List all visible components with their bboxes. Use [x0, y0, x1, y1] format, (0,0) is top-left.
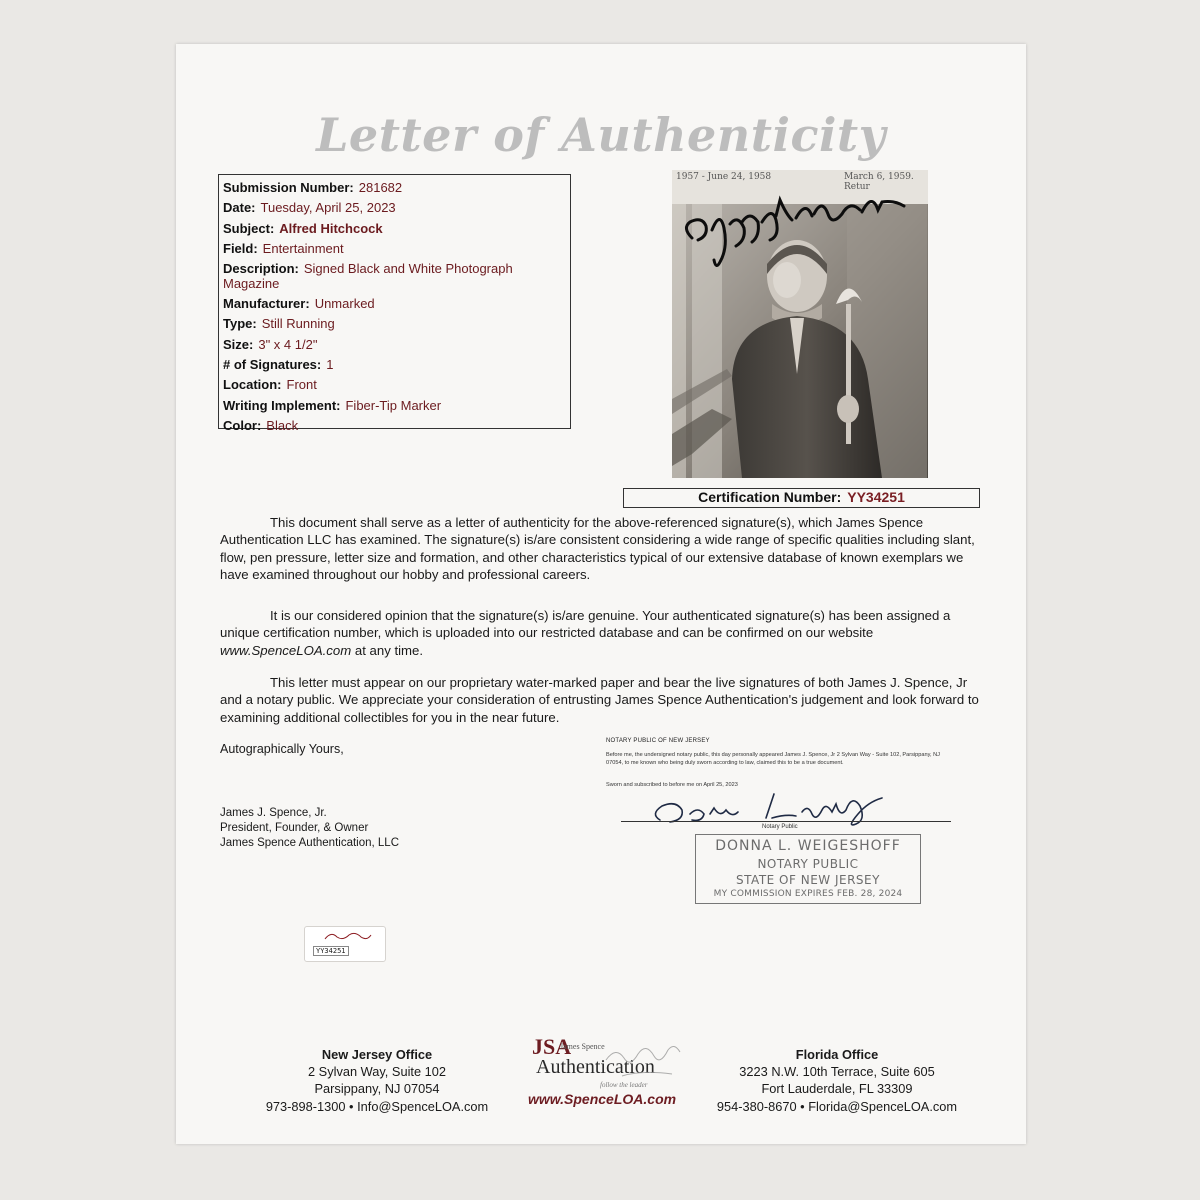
- fl-office-title: Florida Office: [795, 1047, 879, 1062]
- certification-label: Certification Number:: [698, 489, 842, 505]
- letter-page: [176, 44, 1026, 1144]
- field-value: Entertainment: [262, 240, 344, 256]
- field-label: Field:: [223, 240, 258, 256]
- description-value-line2: Magazine: [223, 276, 280, 292]
- notary-stamp: [695, 834, 921, 904]
- logo-website[interactable]: www.SpenceLOA.com: [528, 1091, 677, 1107]
- manufacturer-row: [223, 294, 566, 314]
- writing-implement-value: Fiber-Tip Marker: [345, 397, 442, 413]
- description-label: Description:: [223, 261, 299, 277]
- photo-caption-left: 1957 - June 24, 1958: [676, 172, 772, 182]
- color-row: [223, 416, 566, 436]
- writing-implement-label: Writing Implement:: [223, 397, 341, 413]
- letter-heading: Letter of Authenticity: [316, 108, 886, 162]
- certification-number-box: [623, 488, 980, 508]
- stamp-expiration: MY COMMISSION EXPIRES FEB. 28, 2024: [713, 889, 903, 899]
- writing-implement-row: [223, 396, 566, 416]
- type-value: Still Running: [261, 316, 335, 332]
- type-row: [223, 314, 566, 334]
- new-jersey-office: [242, 1046, 512, 1115]
- description-value-line1: Signed Black and White Photograph: [303, 261, 513, 277]
- notary-public-label: Notary Public: [762, 824, 798, 830]
- description-row: [223, 259, 566, 294]
- logo-authentication-text: Authentication: [536, 1056, 655, 1078]
- logo-james-spence-text: James Spence: [560, 1042, 605, 1051]
- sticker-logo-icon: [323, 929, 373, 943]
- florida-office: [698, 1046, 976, 1115]
- date-value: Tuesday, April 25, 2023: [260, 200, 396, 216]
- paragraph-opinion-text-start: It is our considered opinion that the signature(s) is/are genuine. Your authenticated signature(s) has been assigned a unique certification number, which is uploaded into our restricted database and can be confirmed on our website: [220, 608, 951, 641]
- signatures-row: [223, 355, 566, 375]
- color-value: Black: [266, 417, 299, 433]
- signatory-name: James J. Spence, Jr.: [220, 807, 327, 819]
- nj-office-contact: 973-898-1300 • Info@SpenceLOA.com: [265, 1098, 489, 1114]
- nj-office-city: Parsippany, NJ 07054: [314, 1081, 440, 1097]
- jsa-logo: [512, 1034, 692, 1114]
- manufacturer-value: Unmarked: [314, 296, 375, 312]
- notary-sworn-date: Sworn and subscribed to before me on April 25, 2023: [606, 782, 738, 788]
- location-label: Location:: [223, 377, 282, 393]
- paragraph-opinion: [220, 607, 980, 659]
- logo-jsa-text: JSA: [532, 1034, 572, 1059]
- stamp-state: STATE OF NEW JERSEY: [736, 873, 880, 887]
- nj-office-title: New Jersey Office: [321, 1047, 433, 1062]
- signatory-company: James Spence Authentication, LLC: [220, 836, 400, 849]
- size-value: 3" x 4 1/2": [258, 336, 318, 352]
- closing-salutation: Autographically Yours,: [220, 742, 344, 756]
- notary-title: NOTARY PUBLIC OF NEW JERSEY: [606, 738, 710, 744]
- paragraph-opinion-text-end: at any time.: [351, 642, 424, 658]
- manufacturer-label: Manufacturer:: [223, 296, 310, 312]
- photo-caption-right: March 6, 1959. Retur: [844, 172, 914, 192]
- paragraph-examination-text: This document shall serve as a letter of authenticity for the above-referenced signature(s), which James Spence Authentication LLC has examined. The signature(s) is/are consistent considering a wide range of specific qualities including slant, flow, pen pressure, letter size and formation, and other characteristics typical of our extensive database of known exemplars we have examined throughout our hobby and professional careers.: [220, 515, 975, 582]
- signatory-title: President, Founder, & Owner: [220, 821, 369, 834]
- autograph-signature: [672, 170, 928, 290]
- signatures-value: 1: [326, 357, 334, 373]
- submission-info-box: [218, 174, 571, 433]
- paragraph-requirements: [220, 674, 980, 726]
- submission-number-row: [223, 178, 566, 198]
- logo-signature-icon: [602, 1040, 682, 1084]
- subject-value: Alfred Hitchcock: [279, 220, 383, 236]
- size-label: Size:: [223, 336, 254, 352]
- hologram-sticker: [304, 926, 386, 962]
- signed-photograph: [672, 170, 928, 478]
- location-value: Front: [286, 377, 317, 393]
- signatory-block: [220, 806, 399, 850]
- date-row: [223, 198, 566, 218]
- notary-statement: Before me, the undersigned notary public, this day personally appeared James J. Spence, Jr 2 Sylvan Way - Suite 102, Parsippany, NJ 07054, to me known who being duly sworn according to law, claimed this to be a true document.: [606, 752, 940, 766]
- website-link[interactable]: www.SpenceLOA.com: [220, 642, 352, 658]
- size-row: [223, 335, 566, 355]
- certification-number: YY34251: [847, 489, 905, 505]
- fl-office-address: 3223 N.W. 10th Terrace, Suite 605: [739, 1064, 935, 1080]
- type-label: Type:: [223, 316, 257, 332]
- submission-number-value: 281682: [358, 180, 403, 195]
- subject-row: [223, 219, 566, 239]
- stamp-name: DONNA L. WEIGESHOFF: [715, 838, 901, 854]
- fl-office-city: Fort Lauderdale, FL 33309: [761, 1081, 913, 1097]
- stamp-title: NOTARY PUBLIC: [757, 857, 859, 871]
- logo-tagline: follow the leader: [600, 1081, 648, 1089]
- location-row: [223, 375, 566, 395]
- notary-signature-line: [621, 821, 951, 822]
- nj-office-address: 2 Sylvan Way, Suite 102: [308, 1064, 446, 1080]
- field-row: [223, 239, 566, 259]
- date-label: Date:: [223, 200, 256, 216]
- paragraph-requirements-text: This letter must appear on our proprietary water-marked paper and bear the live signatures of both James J. Spence, Jr and a notary public. We appreciate your consideration of entrusting James Spence Authentication's judgement and look forward to examining additional collectibles for you in the near future.: [220, 675, 979, 725]
- color-label: Color:: [223, 417, 262, 433]
- subject-label: Subject:: [223, 220, 275, 236]
- paragraph-examination: [220, 514, 980, 583]
- fl-office-contact: 954-380-8670 • Florida@SpenceLOA.com: [716, 1098, 958, 1114]
- signatures-label: # of Signatures:: [223, 357, 322, 373]
- sticker-number: YY34251: [313, 946, 349, 956]
- submission-number-label: Submission Number:: [223, 180, 354, 195]
